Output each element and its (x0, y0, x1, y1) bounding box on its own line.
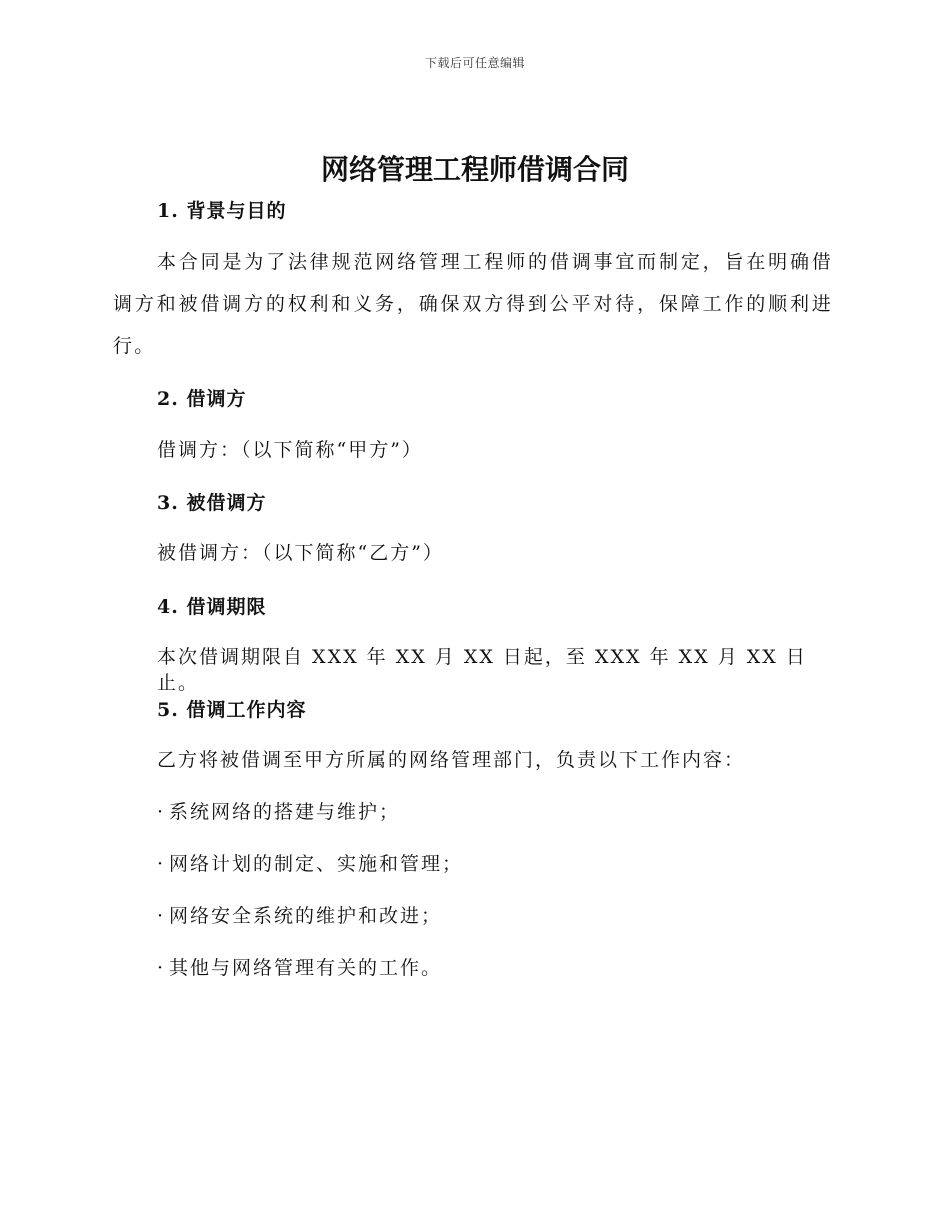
section-4-heading: 4. 借调期限 (157, 596, 267, 618)
bullet-dot: · (157, 801, 166, 823)
list-item-text: 网络安全系统的维护和改进； (169, 905, 443, 927)
section-3-body: 被借调方：（以下简称“乙方”） (157, 542, 444, 564)
section-5-heading: 5. 借调工作内容 (157, 699, 307, 721)
section-2-heading: 2. 借调方 (157, 388, 247, 410)
list-item-text: 其他与网络管理有关的工作。 (169, 957, 443, 979)
bullet-dot: · (157, 957, 166, 979)
page-header-note: 下载后可任意编辑 (424, 56, 525, 70)
bullet-dot: · (157, 905, 166, 927)
list-item (157, 955, 847, 981)
section-4-body: 本次借调期限自 XXX 年 XX 月 XX 日起，至 XXX 年 XX 月 XX 日止。 (157, 646, 807, 694)
section-2-body: 借调方：（以下简称“甲方”） (157, 439, 423, 461)
list-item-text: 网络计划的制定、实施和管理； (169, 853, 464, 875)
list-item (157, 903, 847, 929)
section-3-heading: 3. 被借调方 (157, 492, 267, 514)
section-1-body: 本合同是为了法律规范网络管理工程师的借调事宜而制定，旨在明确借调方和被借调方的权利和义务，确保双方得到公平对待，保障工作的顺利进行。 (113, 251, 833, 357)
document-title: 网络管理工程师借调合同 (320, 153, 629, 186)
list-item (157, 799, 847, 825)
section-5-intro: 乙方将被借调至甲方所属的网络管理部门，负责以下工作内容： (157, 749, 746, 771)
list-item (157, 851, 847, 877)
section-1-heading: 1. 背景与目的 (157, 200, 287, 222)
bullet-dot: · (157, 853, 166, 875)
list-item-text: 系统网络的搭建与维护； (169, 801, 401, 823)
